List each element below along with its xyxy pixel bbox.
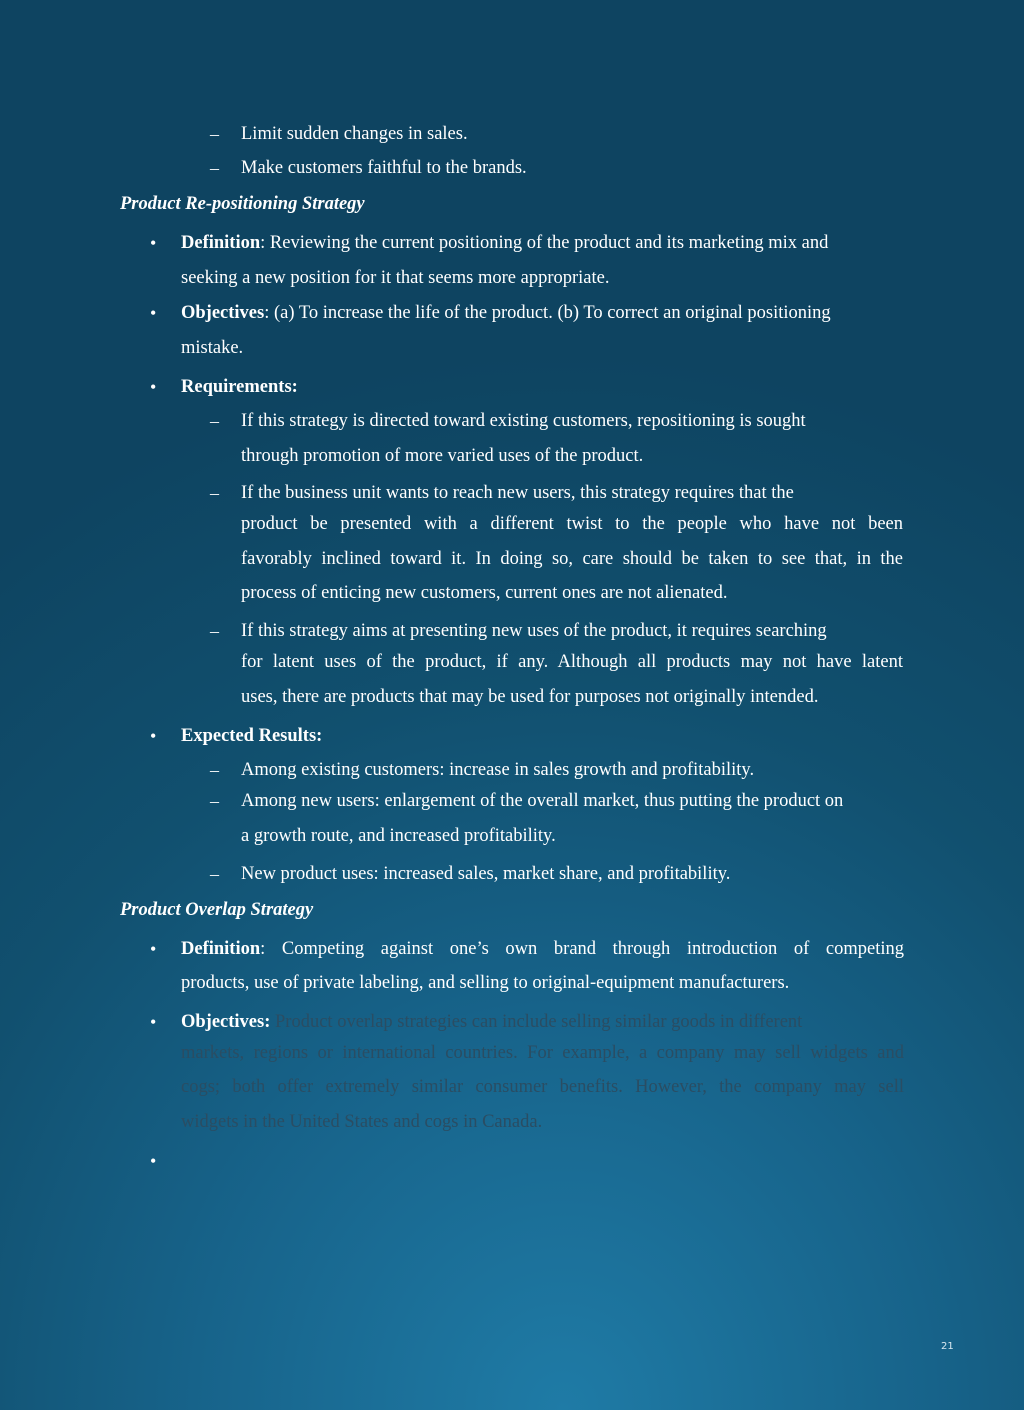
requirement-3-cont: uses, there are products that may be used for purposes not originally intended. [241,687,819,707]
definition-text: : Reviewing the current positioning of the product and its marketing mix and [260,233,829,253]
section-heading-overlap: Product Overlap Strategy [120,900,314,920]
dash-marker: – [210,621,219,641]
dash-marker: – [210,411,219,431]
bullet-marker: • [150,726,157,746]
expected-results-label [181,725,322,747]
dash-marker: – [210,760,219,780]
objectives-label: Objectives [181,303,265,323]
requirement-1: If this strategy is directed toward existing customers, repositioning is sought [241,411,806,431]
page-number: 21 [941,1341,954,1352]
objectives-label: Objectives: [181,1012,271,1032]
repositioning-definition [181,232,828,254]
bullet-marker: • [150,233,157,253]
definition-label: Definition [181,233,261,253]
result-1: Among existing customers: increase in sales growth and profitability. [241,760,755,780]
requirement-2-cont: favorably inclined toward it. In doing so, care should be taken to see that, in the [241,549,903,569]
requirements-label-text: Requirements: [181,377,298,397]
overlap-definition-cont: products, use of private labeling, and selling to original-equipment manufacturers. [181,973,790,993]
intro-item-1: Limit sudden changes in sales. [241,124,468,144]
requirement-3-cont: for latent uses of the product, if any. Although all products may not have latent [241,652,903,672]
intro-item-2: Make customers faithful to the brands. [241,158,527,178]
requirement-2: If the business unit wants to reach new users, this strategy requires that the [241,483,794,503]
section-heading-repositioning: Product Re-positioning Strategy [120,194,365,214]
objectives-text-cont: mistake. [181,338,244,358]
requirement-3: If this strategy aims at presenting new uses of the product, it requires searching [241,621,827,641]
requirement-2-cont: product be presented with a different twist to the people who have not been [241,514,903,534]
repositioning-objectives [181,302,831,324]
dash-marker: – [210,791,219,811]
dash-marker: – [210,864,219,884]
result-3: New product uses: increased sales, market share, and profitability. [241,864,731,884]
bullet-marker: • [150,939,157,959]
overlap-definition [181,938,904,960]
objectives-text: Product overlap strategies can include selling similar goods in different [270,1012,803,1032]
requirements-label [181,376,298,398]
result-2: Among new users: enlargement of the overall market, thus putting the product on [241,791,844,811]
overlap-objectives [181,1011,802,1033]
dash-marker: – [210,158,219,178]
dash-marker: – [210,483,219,503]
bullet-marker: • [150,1151,157,1171]
bullet-marker: • [150,303,157,323]
definition-label: Definition [181,939,261,959]
objectives-text: : (a) To increase the life of the product. (b) To correct an original positioning [264,303,831,323]
result-2-cont: a growth route, and increased profitability. [241,826,556,846]
expected-results-label-text: Expected Results: [181,726,323,746]
overlap-objectives-cont: widgets in the United States and cogs in Canada. [181,1112,543,1132]
dash-marker: – [210,124,219,144]
requirement-1-cont: through promotion of more varied uses of the product. [241,446,644,466]
bullet-marker: • [150,1012,157,1032]
definition-text-cont: seeking a new position for it that seems more appropriate. [181,268,610,288]
requirement-2-cont: process of enticing new customers, current ones are not alienated. [241,583,728,603]
bullet-marker: • [150,377,157,397]
overlap-objectives-cont: cogs; both offer extremely similar consumer benefits. However, the company may sell [181,1077,904,1097]
definition-text: : Competing against one’s own brand through introduction of competing [260,939,904,959]
overlap-objectives-cont: markets, regions or international countries. For example, a company may sell widgets and [181,1043,904,1063]
